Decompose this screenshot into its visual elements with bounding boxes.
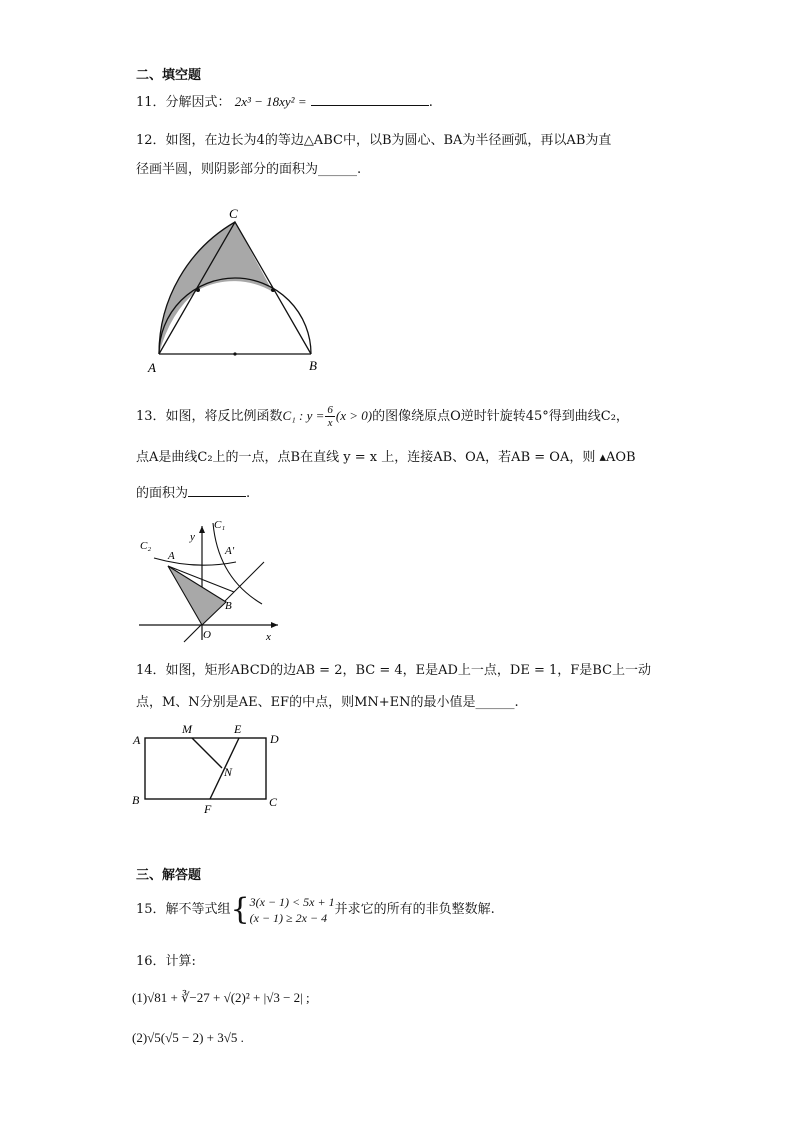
q13-line1: [136, 404, 629, 429]
q12-label-A: A: [148, 360, 156, 375]
q12-midpoint: [233, 352, 236, 355]
q12-label-B: B: [309, 358, 317, 373]
q13-function: C₁ : y =: [282, 408, 325, 423]
q15-prefix: 15．解不等式组: [136, 902, 231, 917]
q14-label-E: E: [234, 722, 242, 736]
q12-point-left: [196, 288, 200, 292]
q11-expression: 2x³ − 18xy² =: [234, 94, 307, 109]
q16-part1: (1)√81 + ∛−27 + √(2)² + |√3 − 2| ;: [132, 990, 310, 1005]
q13-line3: [136, 484, 250, 504]
q13-condition: (x > 0): [335, 408, 373, 423]
q13-label-A-prime: A′: [225, 545, 235, 557]
q12-line2: 径画半圆，则阴影部分的面积为______.: [136, 162, 362, 177]
q13-intro: 13．如图，将反比例函数: [136, 409, 283, 424]
q13-line3-end: .: [246, 486, 251, 501]
q16-part2: (2)√5(√5 − 2) + 3√5 .: [132, 1030, 244, 1045]
q12-point-right: [271, 288, 275, 292]
q13-y-axis-arrow: [199, 526, 205, 533]
q16-title: 16．计算:: [136, 954, 196, 969]
q15-brace: {: [230, 892, 250, 927]
q11-end: .: [428, 95, 433, 110]
q14-segment-MN: [192, 738, 222, 768]
q14-label-F: F: [204, 802, 212, 816]
q11-prefix: 分解因式：: [165, 95, 231, 110]
q13-fraction-denominator: x: [327, 417, 333, 429]
question-11: [136, 92, 433, 113]
q13-curve-C1: [213, 523, 262, 604]
q14-label-A: A: [133, 733, 141, 747]
q13-line2: 点A是曲线C₂上的一点，点B在直线 y = x 上，连接AB、OA，若AB = OA，则 ▴AOB: [136, 450, 636, 465]
q13-label-C1: C₁: [214, 519, 226, 531]
q12-line1: 12．如图，在边长为4的等边△ABC中，以B为圆心、BA为半径画弧，再以AB为直: [136, 133, 612, 148]
q12-shaded-region: [159, 222, 273, 354]
q14-rectangle-ABCD: [145, 738, 266, 799]
q13-line3-prefix: 的面积为: [136, 486, 189, 501]
q15-suffix: 并求它的所有的非负整数解.: [334, 902, 495, 917]
q13-answer-blank: [188, 484, 246, 497]
q13-fraction: [325, 404, 335, 429]
q13-shaded-triangle-AOB: [168, 566, 226, 625]
q14-label-N: N: [224, 765, 233, 779]
q14-label-C: C: [269, 795, 278, 809]
q12-figure: [140, 202, 340, 377]
q13-label-x: x: [266, 631, 271, 643]
q11-number: 11．: [136, 95, 166, 110]
q13-line1-rest: 的图像绕原点O逆时针旋转45°得到曲线C₂，: [372, 409, 629, 424]
q15-inequality-1: 3(x − 1) < 5x + 1: [249, 895, 335, 909]
q15-inequality-2: (x − 1) ≥ 2x − 4: [249, 911, 328, 925]
q14-label-M: M: [182, 722, 192, 736]
q14-line1: 14．如图，矩形ABCD的边AB = 2，BC = 4，E是AD上一点，DE = 1，F是BC上一动: [136, 663, 652, 678]
q13-curve-C2: [154, 558, 236, 565]
q13-label-B: B: [225, 600, 232, 612]
q13-figure: [136, 518, 286, 643]
q12-label-C: C: [229, 206, 238, 221]
q13-x-axis-arrow: [271, 622, 278, 628]
section-title-fill-in: 二、填空题: [136, 68, 202, 83]
q14-figure: [130, 720, 290, 816]
question-15: [136, 894, 495, 926]
q14-label-B: B: [132, 793, 140, 807]
q14-line2: 点，M、N分别是AE、EF的中点，则MN+EN的最小值是______.: [136, 695, 519, 710]
section-title-solve: 三、解答题: [136, 868, 202, 883]
q13-label-y: y: [190, 531, 195, 543]
q13-fraction-numerator: 6: [327, 404, 333, 416]
q11-answer-blank: [311, 93, 429, 106]
q13-label-O: O: [203, 629, 211, 641]
q13-label-A: A: [168, 550, 175, 562]
q13-label-C2: C₂: [140, 540, 152, 552]
q15-system: [250, 894, 335, 926]
q14-label-D: D: [270, 732, 279, 746]
